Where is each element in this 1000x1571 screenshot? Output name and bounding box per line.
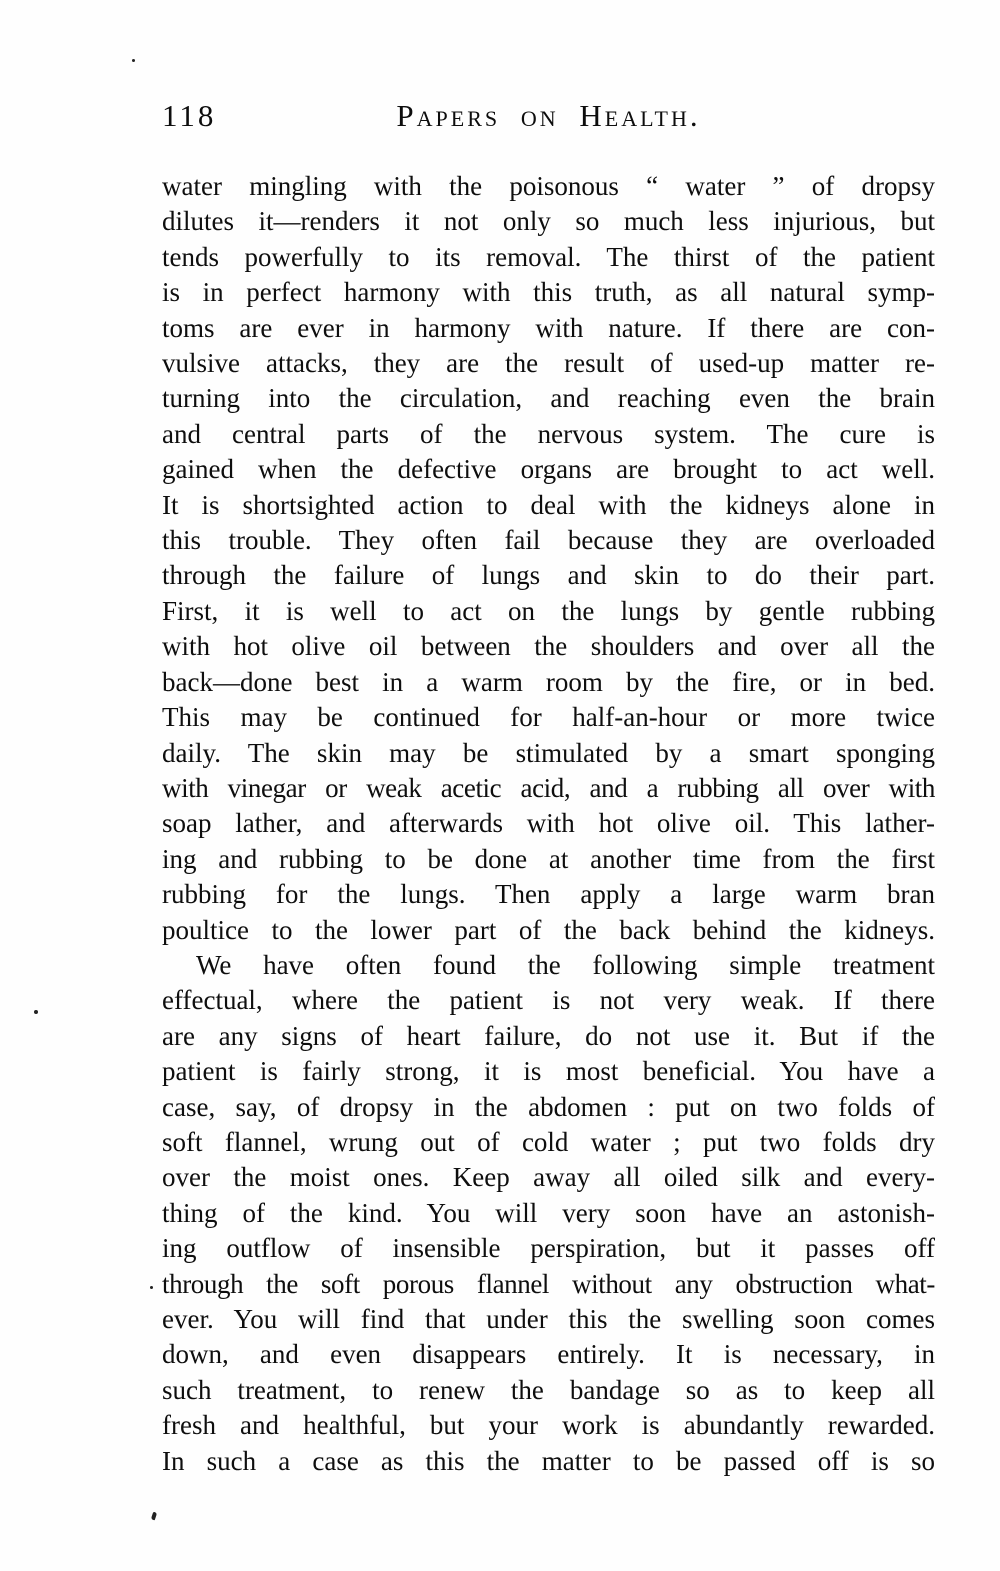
text-line: case, say, of dropsy in the abdomen : put on two folds of bbox=[162, 1091, 935, 1122]
text-line: through the failure of lungs and skin to do their part. bbox=[162, 560, 935, 591]
text-line: toms are ever in harmony with nature. If there are con- bbox=[162, 312, 935, 343]
text-line: In such a case as this the matter to be passed off is so bbox=[162, 1445, 935, 1476]
text-line: back—done best in a warm room by the fire, or in bed. bbox=[162, 666, 935, 697]
text-line: is in perfect harmony with this truth, as all natural symp- bbox=[162, 277, 935, 308]
text-line: over the moist ones. Keep away all oiled silk and every- bbox=[162, 1162, 935, 1193]
text-line: vulsive attacks, they are the result of used-up matter re- bbox=[162, 348, 935, 379]
text-line: ever. You will find that under this the swelling soon comes bbox=[162, 1304, 935, 1334]
text-line: patient is fairly strong, it is most beneficial. You have a bbox=[162, 1056, 935, 1087]
scan-speck bbox=[132, 59, 135, 62]
text-line: soft flannel, wrung out of cold water ; put two folds dry bbox=[162, 1126, 935, 1157]
text-line: gained when the defective organs are brought to act well. bbox=[162, 454, 935, 485]
text-line: First, it is well to act on the lungs by gentle rubbing bbox=[162, 595, 935, 626]
text-line: effectual, where the patient is not very weak. If there bbox=[162, 985, 935, 1016]
text-line: are any signs of heart failure, do not use it. But if the bbox=[162, 1020, 935, 1051]
text-line: thing of the kind. You will very soon have an astonish- bbox=[162, 1197, 935, 1228]
text-line: daily. The skin may be stimulated by a smart sponging bbox=[162, 737, 935, 768]
text-line: tends powerfully to its removal. The thirst of the patient bbox=[162, 241, 935, 272]
scan-speck bbox=[34, 1010, 38, 1014]
text-line: water mingling with the poisonous “ water ” of dropsy bbox=[162, 171, 935, 201]
text-line: with vinegar or weak acetic acid, and a rubbing all over with bbox=[162, 772, 935, 803]
text-line: soap lather, and afterwards with hot olive oil. This lather- bbox=[162, 808, 935, 839]
text-line: through the soft porous flannel without any obstruction what- bbox=[162, 1268, 935, 1299]
text-line: such treatment, to renew the bandage so as to keep all bbox=[162, 1374, 935, 1405]
text-line: turning into the circulation, and reaching even the brain bbox=[162, 383, 935, 414]
text-line: ing and rubbing to be done at another time from the first bbox=[162, 843, 935, 874]
text-line: and central parts of the nervous system. The cure is bbox=[162, 418, 935, 449]
text-line: This may be continued for half-an-hour or more twice bbox=[162, 702, 935, 733]
page-header bbox=[162, 98, 935, 140]
text-line: this trouble. They often fail because they are overloaded bbox=[162, 525, 935, 556]
text-line: poultice to the lower part of the back behind the kidneys. bbox=[162, 914, 935, 945]
text-line: fresh and healthful, but your work is abundantly rewarded. bbox=[162, 1410, 935, 1441]
body-text bbox=[162, 169, 935, 1479]
text-line: ing outflow of insensible perspiration, but it passes off bbox=[162, 1233, 935, 1264]
text-line: We have often found the following simple treatment bbox=[196, 949, 935, 980]
scan-speck bbox=[150, 1286, 153, 1289]
text-line: with hot olive oil between the shoulders and over all the bbox=[162, 631, 935, 662]
text-line: dilutes it—renders it not only so much less injurious, but bbox=[162, 206, 935, 237]
page-number: 118 bbox=[162, 98, 217, 133]
scan-speck bbox=[151, 1512, 157, 1521]
running-title: Papers on Health. bbox=[396, 98, 701, 133]
text-line: down, and even disappears entirely. It is necessary, in bbox=[162, 1339, 935, 1370]
text-line: It is shortsighted action to deal with the kidneys alone in bbox=[162, 489, 935, 520]
text-line: rubbing for the lungs. Then apply a large warm bran bbox=[162, 879, 935, 910]
